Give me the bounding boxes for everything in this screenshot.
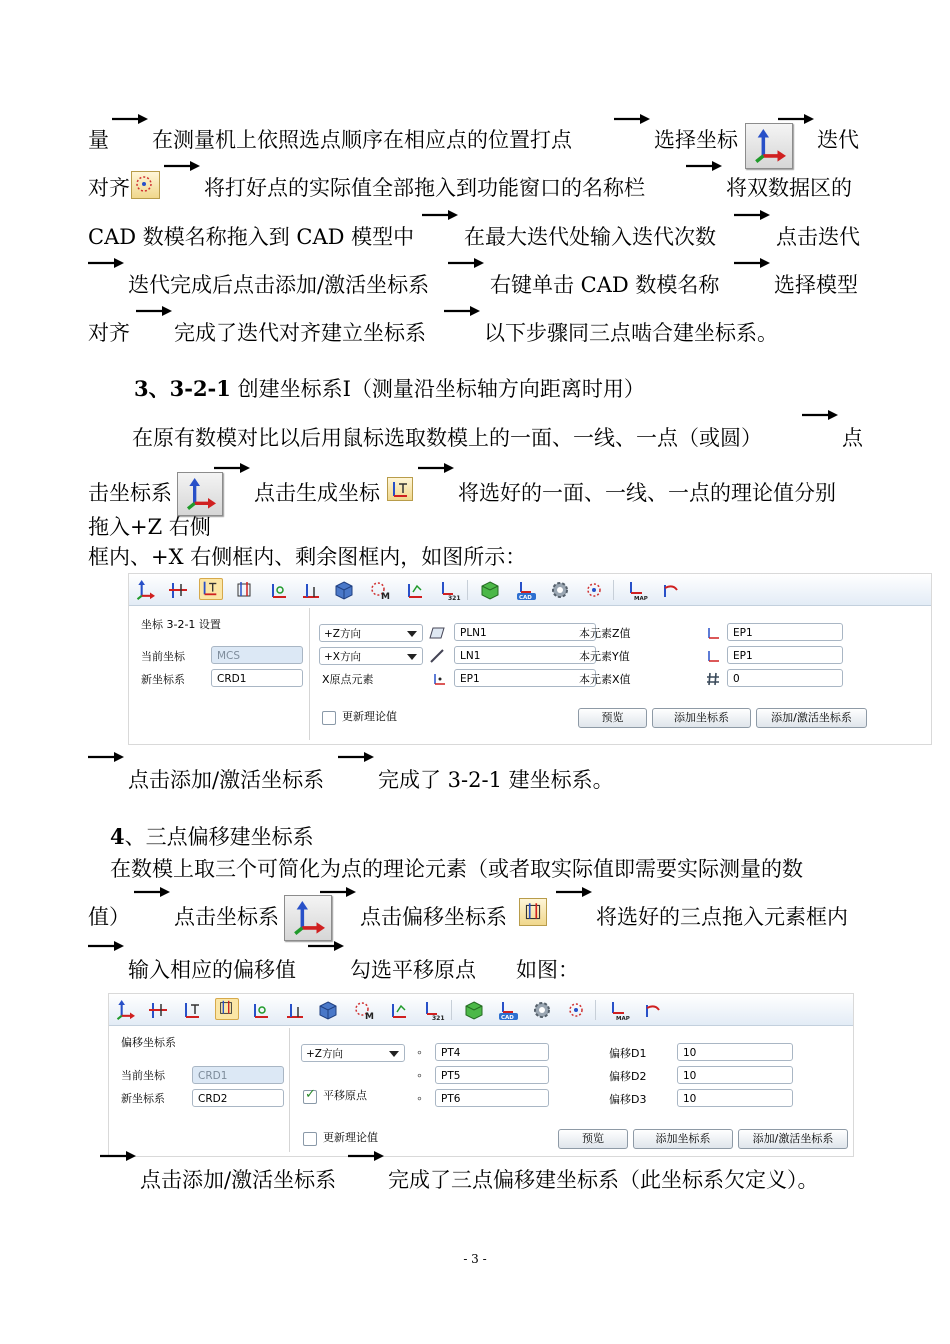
- section-number: 4: [110, 824, 125, 849]
- iterative-align-icon: [131, 171, 160, 199]
- arrow-icon: [614, 113, 650, 125]
- plane-icon: [429, 626, 445, 640]
- gear-icon[interactable]: [549, 580, 571, 600]
- offset-d1-label: 偏移D1: [609, 1047, 647, 1060]
- text: 将双数据区的: [726, 176, 852, 200]
- coordinate-321-panel: [128, 573, 932, 745]
- text: 完成了三点偏移建坐标系（此坐标系欠定义）。: [388, 1168, 819, 1192]
- text: 点击生成坐标: [254, 481, 380, 505]
- arrow-icon: [418, 462, 454, 474]
- text: 以下步骤同三点啮合建坐标系。: [484, 321, 778, 345]
- iterate-icon[interactable]: [403, 580, 425, 600]
- y-value-label: 本元素Y值: [579, 650, 630, 663]
- transform-icon[interactable]: [641, 1000, 663, 1020]
- update-theoretical-checkbox[interactable]: [303, 1132, 317, 1146]
- iterative-align-icon[interactable]: [583, 580, 605, 600]
- toolbar: [109, 994, 853, 1026]
- selected-value: +Z方向: [324, 628, 361, 640]
- text: 迭代: [817, 128, 859, 152]
- create-coordinate-icon[interactable]: [181, 1000, 203, 1020]
- new-coordinate-label: 新坐标系: [121, 1092, 165, 1105]
- toolbar-separator: [613, 580, 614, 600]
- page-number: - 3 -: [463, 1252, 487, 1266]
- current-coordinate-label: 当前坐标: [121, 1069, 165, 1082]
- text: 选择坐标: [654, 128, 738, 152]
- coordinate-system-icon: [745, 123, 793, 169]
- text: 完成了 3-2-1 建坐标系。: [378, 768, 614, 792]
- line-icon: [429, 649, 445, 663]
- align-321-icon[interactable]: [421, 1000, 443, 1020]
- iterate-icon[interactable]: [387, 1000, 409, 1020]
- section-3-heading: [134, 376, 645, 402]
- map-icon[interactable]: [625, 580, 647, 600]
- point-bullet-icon: ∘: [416, 1046, 423, 1059]
- preview-button[interactable]: 预览: [578, 708, 647, 728]
- toolbar-tag: CAD: [519, 595, 532, 601]
- chevron-down-icon: [407, 631, 417, 637]
- create-coordinate-icon[interactable]: [199, 578, 223, 600]
- arrow-icon: [734, 209, 770, 221]
- offset-coordinate-icon[interactable]: [215, 998, 239, 1020]
- text: 点击坐标系: [174, 905, 279, 929]
- arrow-icon: [686, 160, 722, 172]
- offset-d2-field[interactable]: 10: [677, 1066, 793, 1084]
- best-fit-m-icon[interactable]: [369, 580, 391, 600]
- z-value-label: 本元素Z值: [579, 627, 631, 640]
- text: 将打好点的实际值全部拖入到功能窗口的名称栏: [204, 176, 645, 200]
- text: 量: [88, 128, 109, 152]
- text: 选择模型: [774, 273, 858, 297]
- chevron-down-icon: [407, 654, 417, 660]
- panel-title: 偏移坐标系: [121, 1036, 176, 1049]
- arrow-icon: [348, 1150, 384, 1162]
- arrow-icon: [88, 940, 124, 952]
- text: 对齐: [88, 321, 130, 345]
- update-theoretical-label: 更新理论值: [342, 710, 397, 723]
- text: 点: [842, 426, 863, 450]
- offset-d3-field[interactable]: 10: [677, 1089, 793, 1107]
- map-icon[interactable]: [607, 1000, 629, 1020]
- text: 对齐: [88, 176, 130, 200]
- text: 点击添加/激活坐标系: [140, 1168, 337, 1192]
- text: 在测量机上依照选点顺序在相应点的位置打点: [152, 128, 572, 152]
- rotate-axis-icon[interactable]: [267, 580, 289, 600]
- create-coordinate-icon: [387, 477, 413, 501]
- text: 勾选平移原点: [350, 958, 476, 982]
- current-coordinate-label: 当前坐标: [141, 650, 185, 663]
- best-fit-m-icon[interactable]: [353, 1000, 375, 1020]
- green-cube-icon[interactable]: [479, 580, 501, 600]
- point-axis-icon: [705, 626, 721, 640]
- cad-align-icon[interactable]: [515, 580, 537, 600]
- toolbar: [129, 574, 931, 606]
- arrow-icon: [444, 305, 480, 317]
- arrow-icon: [88, 257, 124, 269]
- text: 在原有数模对比以后用鼠标选取数模上的一面、一线、一点（或圆）: [132, 426, 762, 450]
- add-activate-coordinate-button[interactable]: 添加/激活坐标系: [738, 1129, 848, 1149]
- toolbar-tag: 321: [432, 1015, 445, 1022]
- toolbar-tag: 321: [448, 595, 461, 602]
- offset-d1-field[interactable]: 10: [677, 1043, 793, 1061]
- section-number: 3、3-2-1: [134, 376, 231, 401]
- arrow-icon: [556, 886, 592, 898]
- text: 迭代完成后点击添加/激活坐标系: [128, 273, 430, 297]
- point-1-field[interactable]: PT4: [435, 1043, 549, 1061]
- toolbar-separator: [595, 1000, 596, 1020]
- arrow-icon: [112, 113, 148, 125]
- coordinate-system-icon[interactable]: [135, 580, 157, 600]
- arrow-icon: [802, 409, 838, 421]
- divider: [309, 608, 310, 740]
- y-value-field[interactable]: EP1: [727, 646, 843, 664]
- x-value-field[interactable]: 0: [727, 669, 843, 687]
- arrow-icon: [308, 940, 344, 952]
- text: 击坐标系: [88, 481, 172, 505]
- new-coordinate-field[interactable]: CRD1: [211, 669, 303, 687]
- translate-axis-icon[interactable]: [283, 1000, 305, 1020]
- text: 如图：: [516, 958, 579, 982]
- toolbar-tag: M: [381, 592, 390, 602]
- text: 在数模上取三个可简化为点的理论元素（或者取实际值即需要实际测量的数: [110, 857, 803, 881]
- translate-axis-icon[interactable]: [299, 580, 321, 600]
- z-value-field[interactable]: EP1: [727, 623, 843, 641]
- arrow-icon: [88, 751, 124, 763]
- point-bullet-icon: ∘: [416, 1069, 423, 1082]
- hash-icon: [706, 672, 720, 686]
- toolbar-tag: M: [365, 1012, 374, 1022]
- add-coordinate-button[interactable]: 添加坐标系: [652, 708, 751, 728]
- offset-coordinate-panel: [108, 993, 854, 1157]
- point-3-field[interactable]: PT6: [435, 1089, 549, 1107]
- arrow-icon: [136, 305, 172, 317]
- gear-icon[interactable]: [531, 1000, 553, 1020]
- align-points-icon[interactable]: [167, 580, 189, 600]
- text: 框内、+X 右侧框内、剩余图框内，如图所示：: [88, 545, 527, 569]
- arrow-icon: [448, 257, 484, 269]
- text: 输入相应的偏移值: [128, 958, 296, 982]
- offset-d2-label: 偏移D2: [609, 1070, 647, 1083]
- cube-icon[interactable]: [333, 580, 355, 600]
- x-origin-label: X原点元素: [322, 673, 374, 686]
- arrow-icon: [338, 751, 374, 763]
- selected-value: +X方向: [324, 651, 361, 663]
- offset-coordinate-icon[interactable]: [233, 580, 255, 600]
- toolbar-separator: [467, 580, 468, 600]
- point-axis-icon: [431, 672, 447, 686]
- point-2-field[interactable]: PT5: [435, 1066, 549, 1084]
- new-coordinate-field[interactable]: CRD2: [192, 1089, 284, 1107]
- translate-origin-checkbox[interactable]: [303, 1090, 317, 1104]
- text: 右键单击 CAD 数模名称: [490, 273, 720, 297]
- update-theoretical-checkbox[interactable]: [322, 711, 336, 725]
- toolbar-tag: MAP: [634, 596, 648, 602]
- plane-element-field[interactable]: PLN1: [454, 623, 596, 641]
- section-title: 、三点偏移建坐标系: [124, 825, 314, 849]
- arrow-icon: [100, 1150, 136, 1162]
- text: 点击迭代: [776, 225, 860, 249]
- arrow-icon: [134, 886, 170, 898]
- line-element-field[interactable]: LN1: [454, 646, 596, 664]
- x-value-label: 本元素X值: [579, 673, 631, 686]
- toolbar-tag: CAD: [501, 1015, 514, 1021]
- align-321-icon[interactable]: [437, 580, 459, 600]
- text: 拖入+Z 右侧: [88, 515, 211, 539]
- divider: [289, 1028, 290, 1152]
- coordinate-system-icon: [177, 472, 223, 516]
- new-coordinate-label: 新坐标系: [141, 673, 185, 686]
- x-direction-select[interactable]: [319, 647, 423, 665]
- section-title: 创建坐标系Ⅰ（测量沿坐标轴方向距离时用）: [230, 377, 645, 401]
- text: 值）: [88, 905, 130, 929]
- panel-title: 坐标 3-2-1 设置: [141, 618, 221, 631]
- green-cube-icon[interactable]: [463, 1000, 485, 1020]
- text: 完成了迭代对齐建立坐标系: [174, 321, 426, 345]
- rotate-axis-icon[interactable]: [249, 1000, 271, 1020]
- z-direction-select[interactable]: [301, 1044, 405, 1062]
- toolbar-tag: MAP: [616, 1016, 630, 1022]
- point-element-field[interactable]: EP1: [454, 669, 596, 687]
- preview-button[interactable]: 预览: [558, 1129, 628, 1149]
- translate-origin-label: 平移原点: [323, 1089, 367, 1102]
- text: CAD 数模名称拖入到 CAD 模型中: [88, 225, 415, 249]
- transform-icon[interactable]: [659, 580, 681, 600]
- coordinate-system-icon[interactable]: [115, 1000, 137, 1020]
- z-direction-select[interactable]: [319, 624, 423, 642]
- current-coordinate-field[interactable]: CRD1: [192, 1066, 284, 1084]
- point-axis-icon: [705, 649, 721, 663]
- cube-icon[interactable]: [317, 1000, 339, 1020]
- selected-value: +Z方向: [306, 1048, 343, 1060]
- align-points-icon[interactable]: [147, 1000, 169, 1020]
- chevron-down-icon: [389, 1051, 399, 1057]
- text: 点击偏移坐标系: [360, 905, 507, 929]
- text: 将选好的一面、一线、一点的理论值分别: [458, 481, 836, 505]
- text: 在最大迭代处输入迭代次数: [464, 225, 716, 249]
- cad-align-icon[interactable]: [497, 1000, 519, 1020]
- update-theoretical-label: 更新理论值: [323, 1131, 378, 1144]
- iterative-align-icon[interactable]: [565, 1000, 587, 1020]
- add-coordinate-button[interactable]: 添加坐标系: [633, 1129, 733, 1149]
- add-activate-coordinate-button[interactable]: 添加/激活坐标系: [756, 708, 867, 728]
- text: 点击添加/激活坐标系: [128, 768, 325, 792]
- offset-coordinate-icon: [519, 898, 547, 926]
- arrow-icon: [164, 160, 200, 172]
- text: 将选好的三点拖入元素框内: [596, 905, 848, 929]
- arrow-icon: [422, 209, 458, 221]
- arrow-icon: [734, 257, 770, 269]
- section-4-heading: [110, 824, 314, 850]
- toolbar-separator: [451, 1000, 452, 1020]
- current-coordinate-field[interactable]: MCS: [211, 646, 303, 664]
- offset-d3-label: 偏移D3: [609, 1093, 647, 1106]
- coordinate-system-icon: [284, 895, 332, 941]
- point-bullet-icon: ∘: [416, 1092, 423, 1105]
